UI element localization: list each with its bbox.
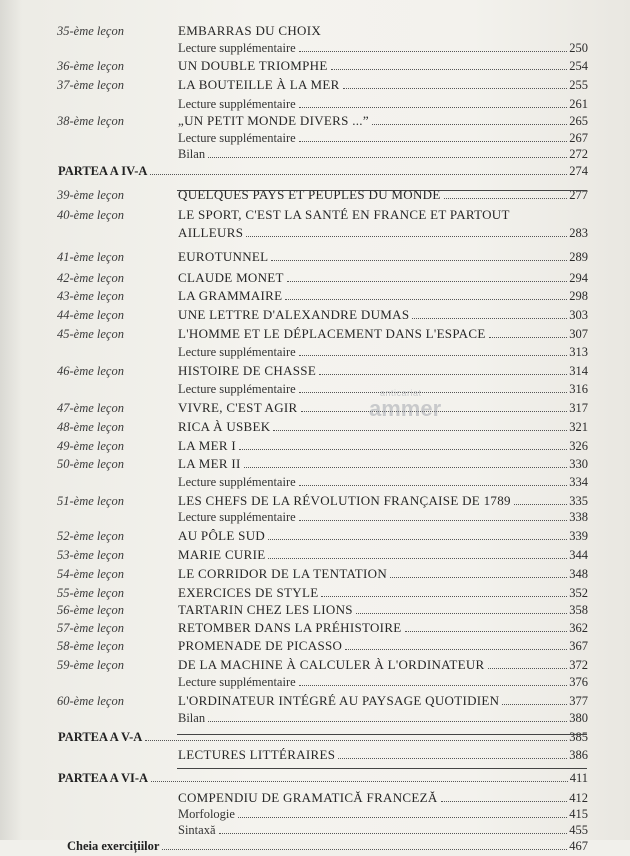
toc-entry-marie-curie bbox=[0, 545, 630, 565]
section-title: EXERCICES DE STYLE bbox=[178, 585, 319, 600]
section-title: LE CORRIDOR DE LA TENTATION bbox=[178, 566, 388, 581]
toc-entry-lecture-supplementaire bbox=[0, 472, 630, 492]
page-number: 254 bbox=[569, 59, 588, 73]
page-number: 412 bbox=[569, 791, 588, 805]
lesson-number: 58-ème leçon bbox=[57, 639, 124, 653]
section-title: VIVRE, C'EST AGIR bbox=[178, 400, 298, 415]
lesson-number: 44-ème leçon bbox=[57, 308, 124, 322]
section-title: UNE LETTRE D'ALEXANDRE DUMAS bbox=[178, 307, 410, 322]
subsection-title: Lecture supplémentaire bbox=[178, 345, 296, 359]
page-number: 411 bbox=[569, 771, 588, 785]
lesson-number: 54-ème leçon bbox=[57, 567, 124, 581]
page-number: 377 bbox=[569, 694, 588, 708]
toc-entry-tartarin-chez-les-lions bbox=[0, 600, 630, 620]
page-number: 367 bbox=[569, 639, 588, 653]
section-title: DE LA MACHINE À CALCULER À L'ORDINATEUR bbox=[178, 657, 485, 672]
dot-leader bbox=[208, 157, 567, 158]
lesson-number: 37-ème leçon bbox=[57, 78, 124, 92]
section-title: EMBARRAS DU CHOIX bbox=[178, 23, 322, 38]
lesson-number: 56-ème leçon bbox=[57, 603, 124, 617]
toc-entry-partea-a-v-a bbox=[0, 727, 630, 747]
page-number: 335 bbox=[569, 494, 588, 508]
subsection-title: Bilan bbox=[178, 711, 206, 725]
toc-entry-partea-a-vi-a bbox=[0, 768, 630, 788]
answer-key-heading: Cheia exercițiilor bbox=[67, 839, 160, 853]
section-title: HISTOIRE DE CHASSE bbox=[178, 363, 317, 378]
dot-leader bbox=[299, 51, 567, 52]
watermark-big-text: ammer bbox=[369, 396, 442, 421]
section-divider-line bbox=[177, 190, 587, 191]
dot-leader bbox=[390, 577, 567, 578]
section-title: AILLEURS bbox=[178, 225, 244, 240]
page-number: 338 bbox=[569, 510, 588, 524]
lesson-number: 45-ème leçon bbox=[57, 327, 124, 341]
subsection-title: Lecture supplémentaire bbox=[178, 475, 296, 489]
toc-entry-le-corridor-de-la-tentation bbox=[0, 564, 630, 584]
section-title: RETOMBER DANS LA PRÉHISTOIRE bbox=[178, 620, 402, 635]
page-number: 298 bbox=[569, 289, 588, 303]
section-title: RICA À USBEK bbox=[178, 419, 271, 434]
lesson-number: 46-ème leçon bbox=[57, 364, 124, 378]
toc-entry-rica-a-usbek bbox=[0, 417, 630, 437]
page-number: 380 bbox=[569, 711, 588, 725]
subsection-title: Sintaxă bbox=[178, 823, 216, 837]
dot-leader bbox=[299, 141, 567, 142]
toc-entry-quelques-pays-et-peuples-du-monde bbox=[0, 185, 630, 205]
part-heading: PARTEA A VI-A bbox=[58, 771, 149, 785]
dot-leader bbox=[299, 520, 567, 521]
page-number: 261 bbox=[569, 97, 588, 111]
dot-leader bbox=[271, 260, 567, 261]
page-number: 467 bbox=[569, 839, 588, 853]
page-number: 386 bbox=[569, 748, 588, 762]
subsection-title: Morfologie bbox=[178, 807, 235, 821]
dot-leader bbox=[299, 355, 567, 356]
dot-leader bbox=[441, 801, 567, 802]
lesson-number: 57-ème leçon bbox=[57, 621, 124, 635]
lesson-number: 42-ème leçon bbox=[57, 271, 124, 285]
toc-entry-lecture-supplementaire bbox=[0, 672, 630, 692]
part-heading: PARTEA A V-A bbox=[58, 730, 143, 744]
dot-leader bbox=[244, 467, 567, 468]
subsection-title: Lecture supplémentaire bbox=[178, 131, 296, 145]
lesson-number: 41-ème leçon bbox=[57, 250, 124, 264]
dot-leader bbox=[319, 374, 567, 375]
section-title: TARTARIN CHEZ LES LIONS bbox=[178, 602, 353, 617]
section-title: LES CHEFS DE LA RÉVOLUTION FRANÇAISE DE 1789 bbox=[178, 493, 511, 508]
section-title: LECTURES LITTÉRAIRES bbox=[178, 747, 336, 762]
toc-entry-une-lettre-d-alexandre-dumas bbox=[0, 305, 630, 325]
subsection-title: Lecture supplémentaire bbox=[178, 41, 296, 55]
toc-entry-partea-a-iv-a bbox=[0, 161, 630, 181]
page-number: 317 bbox=[569, 401, 588, 415]
dot-leader bbox=[150, 174, 567, 175]
lesson-number: 60-ème leçon bbox=[57, 694, 124, 708]
section-title: „UN PETIT MONDE DIVERS ...” bbox=[178, 113, 369, 128]
dot-leader bbox=[331, 69, 567, 70]
dot-leader bbox=[345, 649, 567, 650]
toc-entry-histoire-de-chasse bbox=[0, 361, 630, 381]
page-number: 348 bbox=[569, 567, 588, 581]
page-number: 265 bbox=[569, 114, 588, 128]
lesson-number: 39-ème leçon bbox=[57, 188, 124, 202]
section-title: L'HOMME ET LE DÉPLACEMENT DANS L'ESPACE bbox=[178, 326, 486, 341]
lesson-number: 40-ème leçon bbox=[57, 208, 124, 222]
toc-entry-un-double-triomphe bbox=[0, 56, 630, 76]
toc-entry-lecture-supplementaire bbox=[0, 342, 630, 362]
toc-entry-lecture-supplementaire bbox=[0, 379, 630, 399]
part-heading: PARTEA A IV-A bbox=[58, 164, 148, 178]
toc-entry-eurotunnel bbox=[0, 247, 630, 267]
page-number: 289 bbox=[569, 250, 588, 264]
page-number: 330 bbox=[569, 457, 588, 471]
page-number: 267 bbox=[569, 131, 588, 145]
dot-leader bbox=[287, 281, 567, 282]
subsection-title: Lecture supplémentaire bbox=[178, 382, 296, 396]
watermark bbox=[355, 388, 465, 438]
section-title: AU PÔLE SUD bbox=[178, 528, 266, 543]
dot-leader bbox=[151, 781, 568, 782]
toc-entry-lecture-supplementaire bbox=[0, 38, 630, 58]
page-number: 376 bbox=[569, 675, 588, 689]
dot-leader bbox=[444, 198, 567, 199]
dot-leader bbox=[238, 817, 567, 818]
lesson-number: 59-ème leçon bbox=[57, 658, 124, 672]
toc-entry-l-homme-et-le-deplacement-dans-l-espace bbox=[0, 324, 630, 344]
watermark-small-text: anticariat bbox=[380, 388, 422, 398]
page-number: 339 bbox=[569, 529, 588, 543]
lesson-number: 36-ème leçon bbox=[57, 59, 124, 73]
dot-leader bbox=[488, 668, 567, 669]
dot-leader bbox=[145, 740, 567, 741]
section-title: EUROTUNNEL bbox=[178, 249, 269, 264]
toc-entry-promenade-de-picasso bbox=[0, 636, 630, 656]
page-number: 316 bbox=[569, 382, 588, 396]
section-title: UN DOUBLE TRIOMPHE bbox=[178, 58, 328, 73]
page-number: 352 bbox=[569, 586, 588, 600]
section-divider-line bbox=[177, 734, 587, 735]
section-title: LA MER I bbox=[178, 438, 237, 453]
page-number: 314 bbox=[569, 364, 588, 378]
page-number: 321 bbox=[569, 420, 588, 434]
section-title: CLAUDE MONET bbox=[178, 270, 284, 285]
dot-leader bbox=[356, 613, 567, 614]
lesson-number: 47-ème leçon bbox=[57, 401, 124, 415]
section-title: PROMENADE DE PICASSO bbox=[178, 638, 343, 653]
lesson-number: 50-ème leçon bbox=[57, 457, 124, 471]
subsection-title: Bilan bbox=[178, 147, 206, 161]
section-title: L'ORDINATEUR INTÉGRÉ AU PAYSAGE QUOTIDIEN bbox=[178, 693, 500, 708]
toc-entry-ailleurs bbox=[0, 223, 630, 243]
dot-leader bbox=[219, 833, 567, 834]
lesson-number: 53-ème leçon bbox=[57, 548, 124, 562]
dot-leader bbox=[338, 758, 567, 759]
dot-leader bbox=[299, 107, 567, 108]
section-title: LA BOUTEILLE À LA MER bbox=[178, 77, 340, 92]
toc-entry-la-grammaire bbox=[0, 286, 630, 306]
lesson-number: 48-ème leçon bbox=[57, 420, 124, 434]
lesson-number: 55-ème leçon bbox=[57, 586, 124, 600]
lesson-number: 52-ème leçon bbox=[57, 529, 124, 543]
page-number: 326 bbox=[569, 439, 588, 453]
page-number: 385 bbox=[569, 730, 588, 744]
page-number: 358 bbox=[569, 603, 588, 617]
dot-leader bbox=[514, 504, 567, 505]
page-number: 294 bbox=[569, 271, 588, 285]
page-number: 372 bbox=[569, 658, 588, 672]
toc-entry-la-bouteille-a-la-mer bbox=[0, 75, 630, 95]
section-title: LA MER II bbox=[178, 456, 241, 471]
subsection-title: Lecture supplémentaire bbox=[178, 510, 296, 524]
lesson-number: 35-ème leçon bbox=[57, 24, 124, 38]
lesson-number: 43-ème leçon bbox=[57, 289, 124, 303]
dot-leader bbox=[239, 449, 567, 450]
page-number: 250 bbox=[569, 41, 588, 55]
dot-leader bbox=[502, 704, 567, 705]
dot-leader bbox=[208, 721, 567, 722]
toc-entry-au-pole-sud bbox=[0, 526, 630, 546]
toc-entry-lectures-litteraires bbox=[0, 745, 630, 765]
dot-leader bbox=[268, 558, 567, 559]
section-title: MARIE CURIE bbox=[178, 547, 266, 562]
page-number: 277 bbox=[569, 188, 588, 202]
section-title: LA GRAMMAIRE bbox=[178, 288, 283, 303]
section-divider-line bbox=[177, 768, 587, 769]
page-number: 255 bbox=[569, 78, 588, 92]
dot-leader bbox=[405, 631, 567, 632]
subsection-title: Lecture supplémentaire bbox=[178, 675, 296, 689]
section-title: QUELQUES PAYS ET PEUPLES DU MONDE bbox=[178, 187, 441, 202]
page-number: 344 bbox=[569, 548, 588, 562]
lesson-number: 51-ème leçon bbox=[57, 494, 124, 508]
toc-entry-la-mer-ii bbox=[0, 454, 630, 474]
toc-entry-cheia-exercitiilor bbox=[0, 836, 630, 856]
toc-entry-bilan bbox=[0, 708, 630, 728]
dot-leader bbox=[489, 337, 567, 338]
toc-entry-la-mer-i bbox=[0, 436, 630, 456]
toc-entry-retomber-dans-la-prehistoire bbox=[0, 618, 630, 638]
page-number: 362 bbox=[569, 621, 588, 635]
dot-leader bbox=[268, 539, 567, 540]
page-number: 334 bbox=[569, 475, 588, 489]
dot-leader bbox=[321, 596, 567, 597]
dot-leader bbox=[299, 485, 567, 486]
toc-entry-lecture-supplementaire bbox=[0, 507, 630, 527]
toc-entry-claude-monet bbox=[0, 268, 630, 288]
page-number: 283 bbox=[569, 226, 588, 240]
dot-leader bbox=[162, 849, 567, 850]
toc-entry-vivre-c-est-agir bbox=[0, 398, 630, 418]
page-number: 303 bbox=[569, 308, 588, 322]
lesson-number: 49-ème leçon bbox=[57, 439, 124, 453]
page-number: 272 bbox=[569, 147, 588, 161]
page-number: 313 bbox=[569, 345, 588, 359]
dot-leader bbox=[299, 685, 567, 686]
section-title: LE SPORT, C'EST LA SANTÉ EN FRANCE ET PARTOUT bbox=[178, 207, 510, 222]
page-number: 415 bbox=[569, 807, 588, 821]
page-number: 455 bbox=[569, 823, 588, 837]
subsection-title: Lecture supplémentaire bbox=[178, 97, 296, 111]
lesson-number: 38-ème leçon bbox=[57, 114, 124, 128]
page-number: 307 bbox=[569, 327, 588, 341]
dot-leader bbox=[343, 88, 567, 89]
dot-leader bbox=[246, 236, 567, 237]
page-number: 274 bbox=[569, 164, 588, 178]
dot-leader bbox=[285, 299, 567, 300]
toc-entry-le-sport-c-est-la-sante-en-france-et-partout bbox=[0, 205, 630, 225]
section-title: COMPENDIU DE GRAMATICĂ FRANCEZĂ bbox=[178, 790, 438, 805]
dot-leader bbox=[372, 124, 567, 125]
dot-leader bbox=[412, 318, 567, 319]
